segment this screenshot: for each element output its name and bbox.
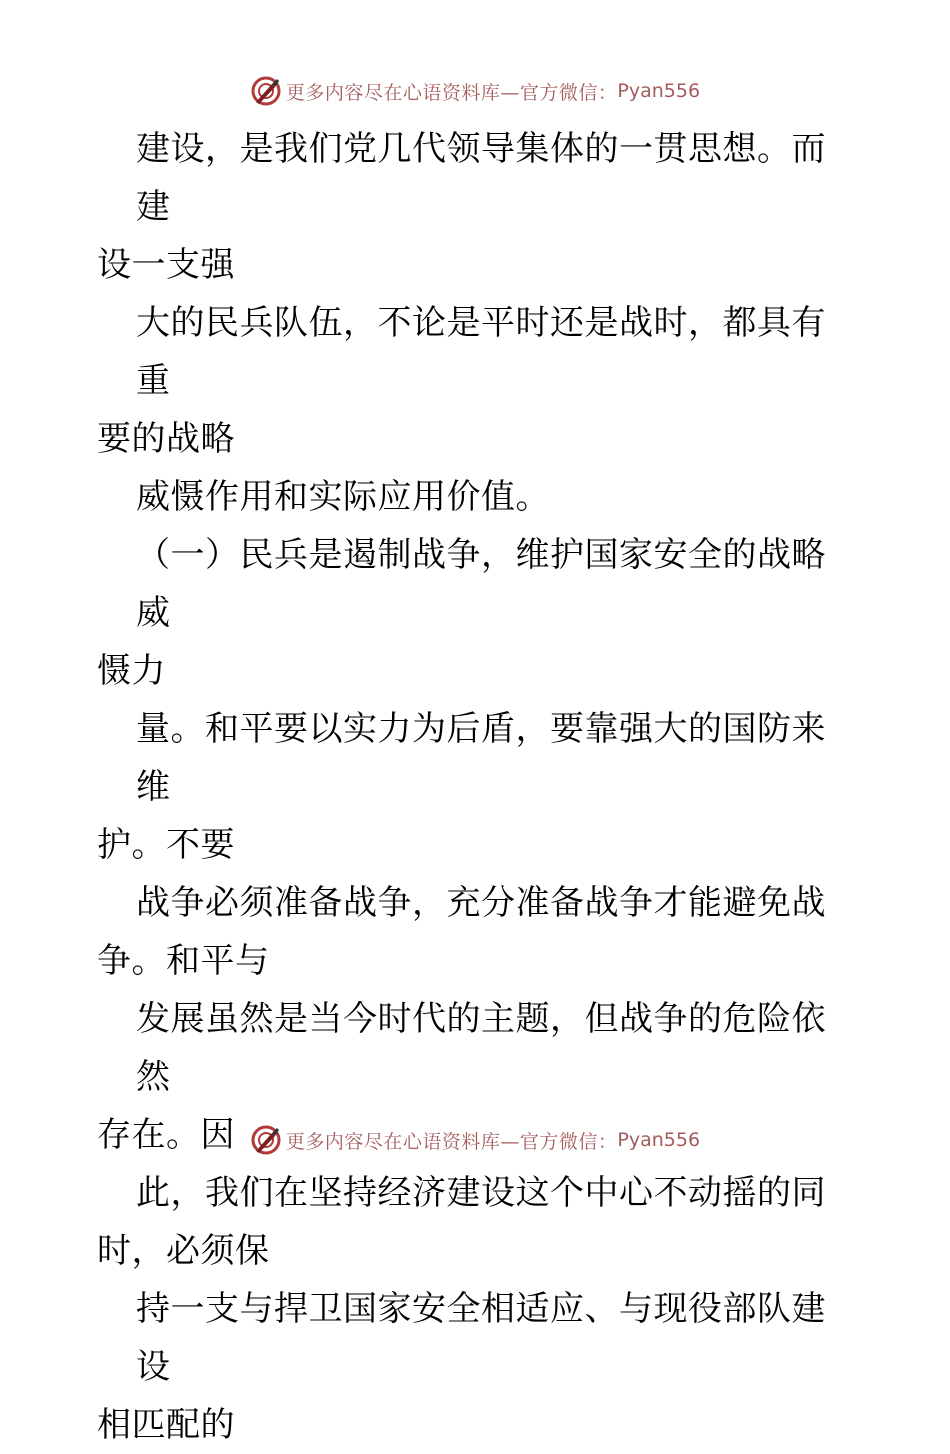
- text-line: 要的战略: [97, 419, 235, 459]
- brand-logo-icon: [250, 75, 282, 107]
- footer-watermark-text: 更多内容尽在心语资料库—官方微信：: [285, 1130, 618, 1153]
- text-line: 战争必须准备战争，充分准备战争才能避免战: [136, 883, 826, 923]
- text-line: 威慑作用和实际应用价值。: [136, 477, 550, 517]
- text-line: 大的民兵队伍，不论是平时还是战时，都具有重: [136, 303, 826, 401]
- text-line: 此，我们在坚持经济建设这个中心不动摇的同: [136, 1173, 826, 1213]
- text-line: 争。和平与: [97, 941, 270, 981]
- footer-watermark: [0, 1120, 950, 1160]
- text-line: 量。和平要以实力为后盾，要靠强大的国防来维: [136, 709, 826, 807]
- text-line: 持一支与捍卫国家安全相适应、与现役部队建设: [136, 1289, 826, 1387]
- text-line: 存在。因: [97, 1115, 235, 1155]
- section-heading-line: （一）民兵是遏制战争，维护国家安全的战略威: [136, 535, 826, 633]
- text-line: 护。不要: [97, 825, 235, 865]
- text-line: 时，必须保: [97, 1231, 270, 1271]
- text-line: 建设，是我们党几代领导集体的一贯思想。而建: [136, 129, 826, 227]
- header-watermark-text: 更多内容尽在心语资料库—官方微信：: [285, 81, 618, 104]
- header-watermark-handle: Pyan556: [617, 80, 701, 102]
- text-line: 设一支强: [97, 245, 235, 285]
- brand-logo-icon: [250, 1124, 282, 1156]
- text-line: 发展虽然是当今时代的主题，但战争的危险依然: [136, 999, 826, 1097]
- header-watermark: [0, 71, 950, 111]
- document-body: [97, 120, 857, 1454]
- text-line: 相匹配的: [97, 1405, 235, 1445]
- text-line: 慑力: [97, 651, 166, 691]
- footer-watermark-handle: Pyan556: [617, 1129, 701, 1151]
